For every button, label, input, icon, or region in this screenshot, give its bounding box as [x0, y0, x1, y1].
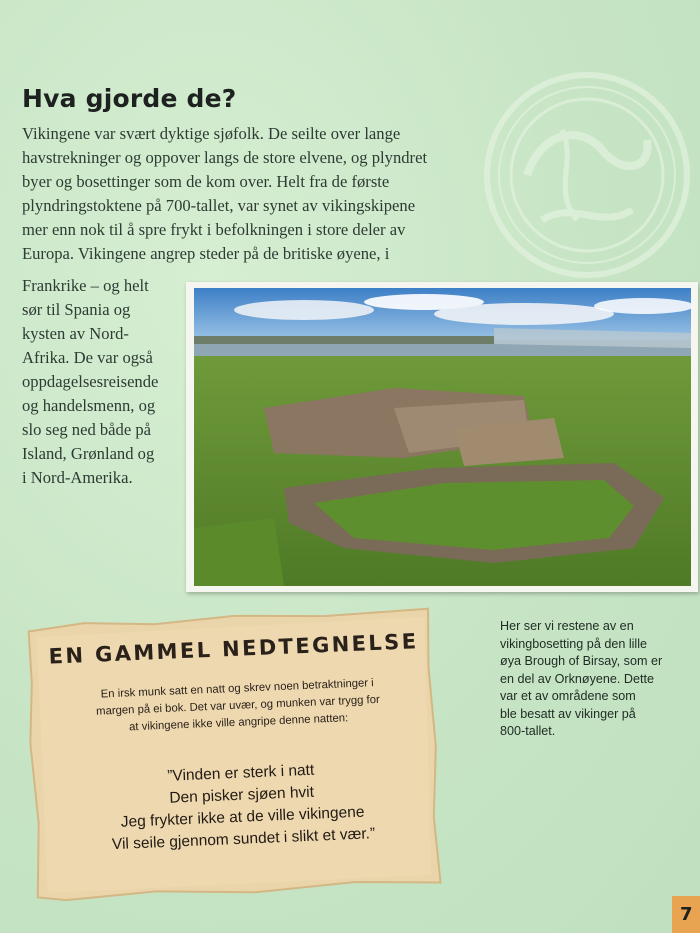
poem-line: Den pisker sjøen hvit — [169, 783, 315, 807]
page-number: 7 — [672, 896, 700, 933]
intro-line: Island, Grønland og — [22, 444, 155, 463]
caption-line: en del av Orknøyene. Dette — [500, 671, 655, 686]
intro-paragraph — [22, 122, 492, 266]
caption-line: ble besatt av vikinger på — [500, 706, 636, 721]
intro-line: slo seg ned både på — [22, 420, 152, 439]
photo-frame — [186, 282, 698, 592]
box-intro-line: margen på ei bok. Det var uvær, og munken var trygg for — [95, 693, 380, 718]
caption-line: 800-tallet. — [500, 724, 556, 738]
poem — [50, 755, 433, 859]
poem-line: Jeg frykter ikke at de ville vikingene — [120, 803, 365, 831]
intro-line: Afrika. De var også — [22, 348, 153, 367]
quote-box — [24, 607, 443, 904]
settlement-ruins-photo — [194, 288, 691, 586]
celtic-knot-circle-icon — [482, 70, 692, 280]
intro-line: og handelsmenn, og — [22, 396, 156, 415]
intro-line: kysten av Nord- — [22, 324, 129, 343]
poem-line: Vil seile gjennom sundet i slikt et vær.” — [111, 825, 376, 854]
intro-line: sør til Spania og — [22, 300, 131, 319]
intro-line: i Nord-Amerika. — [22, 468, 133, 487]
poem-line: ”Vinden er sterk i natt — [166, 761, 315, 785]
intro-line: Vikingene var svært dyktige sjøfolk. De seilte over lange — [22, 124, 401, 143]
intro-line: Frankrike – og helt — [22, 276, 149, 295]
photo-caption — [500, 618, 700, 741]
box-intro-line: En irsk munk satt en natt og skrev noen betraktninger i — [100, 677, 374, 701]
intro-line: havstrekninger og oppover langs de store elvene, og plyndret — [22, 148, 428, 167]
page-heading: Hva gjorde de? — [22, 84, 237, 113]
caption-line: Her ser vi restene av en — [500, 619, 634, 633]
intro-line: oppdagelsesreisende — [22, 372, 159, 391]
box-title: EN GAMMEL NEDTEGNELSE — [48, 629, 419, 669]
caption-line: øya Brough of Birsay, som er — [500, 654, 663, 668]
box-intro-line: at vikingene ikke ville angripe denne natten: — [128, 712, 349, 734]
intro-line: byer og bosettinger som de kom over. Helt fra de første — [22, 172, 390, 191]
intro-line: mer enn nok til å spre frykt i befolkningen i store deler av — [22, 220, 406, 239]
caption-line: vikingbosetting på den lille — [500, 636, 648, 651]
intro-line: Europa. Vikingene angrep steder på de britiske øyene, i — [22, 244, 390, 263]
intro-line: plyndringstoktene på 700-tallet, var synet av vikingskipene — [22, 196, 416, 215]
intro-paragraph-continued — [22, 274, 192, 490]
caption-line: var et av områdene som — [500, 689, 636, 703]
